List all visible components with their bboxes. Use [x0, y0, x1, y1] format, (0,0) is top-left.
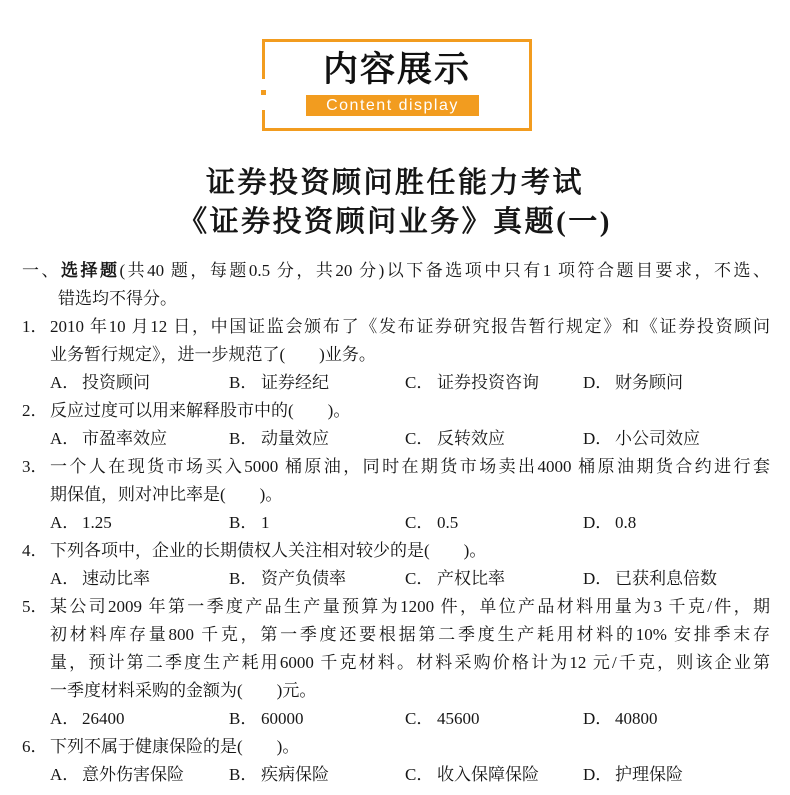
question-text-line: 一个人在现货市场买入5000 桶原油，同时在期货市场卖出4000 桶原油期货合约进行套: [50, 457, 770, 476]
option-label: D．: [583, 373, 613, 392]
option-a: [50, 509, 225, 537]
option-b: [229, 369, 404, 397]
option-b: [229, 509, 404, 537]
question-number: 3．: [22, 457, 48, 476]
option-text: 市盈率效应: [82, 429, 167, 448]
option-label: D．: [583, 513, 613, 532]
option-text: 1: [261, 513, 270, 532]
option-text: 反转效应: [437, 429, 505, 448]
option-text: 证券经纪: [261, 373, 329, 392]
option-label: D．: [583, 569, 613, 588]
option-text: 疾病保险: [261, 765, 329, 784]
question-3-continued: [0, 481, 790, 509]
option-label: C．: [405, 569, 434, 588]
section-instructions-line: 错选均不得分。: [58, 289, 177, 308]
option-d: [583, 369, 758, 397]
option-label: C．: [405, 709, 434, 728]
header-title: 内容展示: [322, 50, 471, 90]
option-d: [583, 565, 758, 593]
option-a: [50, 425, 225, 453]
question-5: [0, 593, 790, 621]
question-3-options: [0, 509, 790, 537]
option-text: 证券投资咨询: [437, 373, 539, 392]
section-header-line: [22, 257, 770, 285]
question-3: [0, 453, 790, 481]
option-a: [50, 369, 225, 397]
option-text: 收入保障保险: [437, 765, 539, 784]
option-b: [229, 425, 404, 453]
option-text: 0.5: [437, 513, 459, 532]
question-1: [0, 313, 790, 341]
frame-bottom-line: [262, 128, 532, 131]
doc-title-line2: 《证券投资顾问业务》真题(一): [178, 206, 612, 238]
question-number: 6．: [22, 737, 48, 756]
option-a: [50, 761, 225, 789]
section-header: [0, 257, 790, 285]
option-label: A．: [50, 765, 80, 784]
option-text: 资产负债率: [261, 569, 346, 588]
question-number: 5．: [22, 597, 48, 616]
option-text: 速动比率: [82, 569, 150, 588]
option-label: A．: [50, 429, 80, 448]
option-text: 0.8: [615, 513, 637, 532]
option-label: B．: [229, 513, 258, 532]
option-c: [405, 425, 580, 453]
option-b: [229, 565, 404, 593]
option-label: D．: [583, 429, 613, 448]
question-1-options: [0, 369, 790, 397]
option-text: 护理保险: [615, 765, 683, 784]
option-label: B．: [229, 569, 258, 588]
question-text-line: 初材料库存量800 千克，第一季度还要根据第二季度生产耗用材料的10% 安排季末存: [50, 625, 770, 644]
question-6: [0, 733, 790, 761]
question-6-options: [0, 761, 790, 789]
question-4: [0, 537, 790, 565]
option-label: B．: [229, 429, 258, 448]
option-label: D．: [583, 765, 613, 784]
question-number: 1．: [22, 317, 48, 336]
question-text-line: 期保值，则对冲比率是( )。: [50, 485, 283, 504]
option-label: A．: [50, 513, 80, 532]
question-text-line: 反应过度可以用来解释股市中的( )。: [50, 401, 351, 420]
question-2: [0, 397, 790, 425]
option-text: 动量效应: [261, 429, 329, 448]
option-c: [405, 509, 580, 537]
option-d: [583, 425, 758, 453]
option-b: [229, 705, 404, 733]
option-c: [405, 565, 580, 593]
header-subtitle-bar: Content display: [306, 95, 479, 116]
question-text-line: 某公司2009 年第一季度产品生产量预算为1200 件，单位产品材料用量为3 千克/件，期: [50, 597, 770, 616]
option-text: 已获利息倍数: [615, 569, 717, 588]
option-label: A．: [50, 373, 80, 392]
option-a: [50, 705, 225, 733]
option-b: [229, 761, 404, 789]
option-label: B．: [229, 709, 258, 728]
question-5-continued: [0, 649, 790, 677]
option-text: 产权比率: [437, 569, 505, 588]
option-label: C．: [405, 373, 434, 392]
option-text: 1.25: [82, 513, 112, 532]
frame-top-line: [262, 39, 532, 42]
option-d: [583, 761, 758, 789]
question-4-options: [0, 565, 790, 593]
option-label: C．: [405, 429, 434, 448]
option-label: B．: [229, 373, 258, 392]
section-name: 选择题: [61, 261, 120, 280]
question-number: 2．: [22, 401, 48, 420]
option-label: C．: [405, 765, 434, 784]
question-text-line: 量，预计第二季度生产耗用6000 千克材料。材料采购价格计为12 元/千克，则该企业第: [50, 653, 770, 672]
question-text-line: 下列不属于健康保险的是( )。: [50, 737, 300, 756]
section-header-continued: [0, 285, 790, 313]
option-c: [405, 369, 580, 397]
option-d: [583, 509, 758, 537]
option-text: 投资顾问: [82, 373, 150, 392]
option-label: C．: [405, 513, 434, 532]
question-5-continued: [0, 621, 790, 649]
option-label: A．: [50, 709, 80, 728]
question-text-line: 业务暂行规定》，进一步规范了( )业务。: [50, 345, 376, 364]
option-c: [405, 761, 580, 789]
question-5-options: [0, 705, 790, 733]
question-text-line: 2010 年10 月12 日，中国证监会颁布了《发布证券研究报告暂行规定》和《证券投资顾问: [50, 317, 770, 336]
option-a: [50, 565, 225, 593]
option-label: D．: [583, 709, 613, 728]
section-instructions-line: (共40 题，每题0.5 分，共20 分)以下备选项中只有1 项符合题目要求，不选、: [119, 261, 770, 280]
question-1-continued: [0, 341, 790, 369]
option-label: A．: [50, 569, 80, 588]
option-d: [583, 705, 758, 733]
option-c: [405, 705, 580, 733]
doc-title-line1: 证券投资顾问胜任能力考试: [205, 167, 584, 199]
option-text: 财务顾问: [615, 373, 683, 392]
question-text-line: 一季度材料采购的金额为( )元。: [50, 681, 317, 700]
option-text: 45600: [437, 709, 480, 728]
option-label: B．: [229, 765, 258, 784]
option-text: 26400: [82, 709, 125, 728]
question-text-line: 下列各项中，企业的长期债权人关注相对较少的是( )。: [50, 541, 487, 560]
option-text: 小公司效应: [615, 429, 700, 448]
option-text: 意外伤害保险: [82, 765, 184, 784]
question-number: 4．: [22, 541, 48, 560]
question-5-continued: [0, 677, 790, 705]
section-prefix: 一、: [22, 261, 61, 280]
question-2-options: [0, 425, 790, 453]
option-text: 60000: [261, 709, 304, 728]
option-text: 40800: [615, 709, 658, 728]
